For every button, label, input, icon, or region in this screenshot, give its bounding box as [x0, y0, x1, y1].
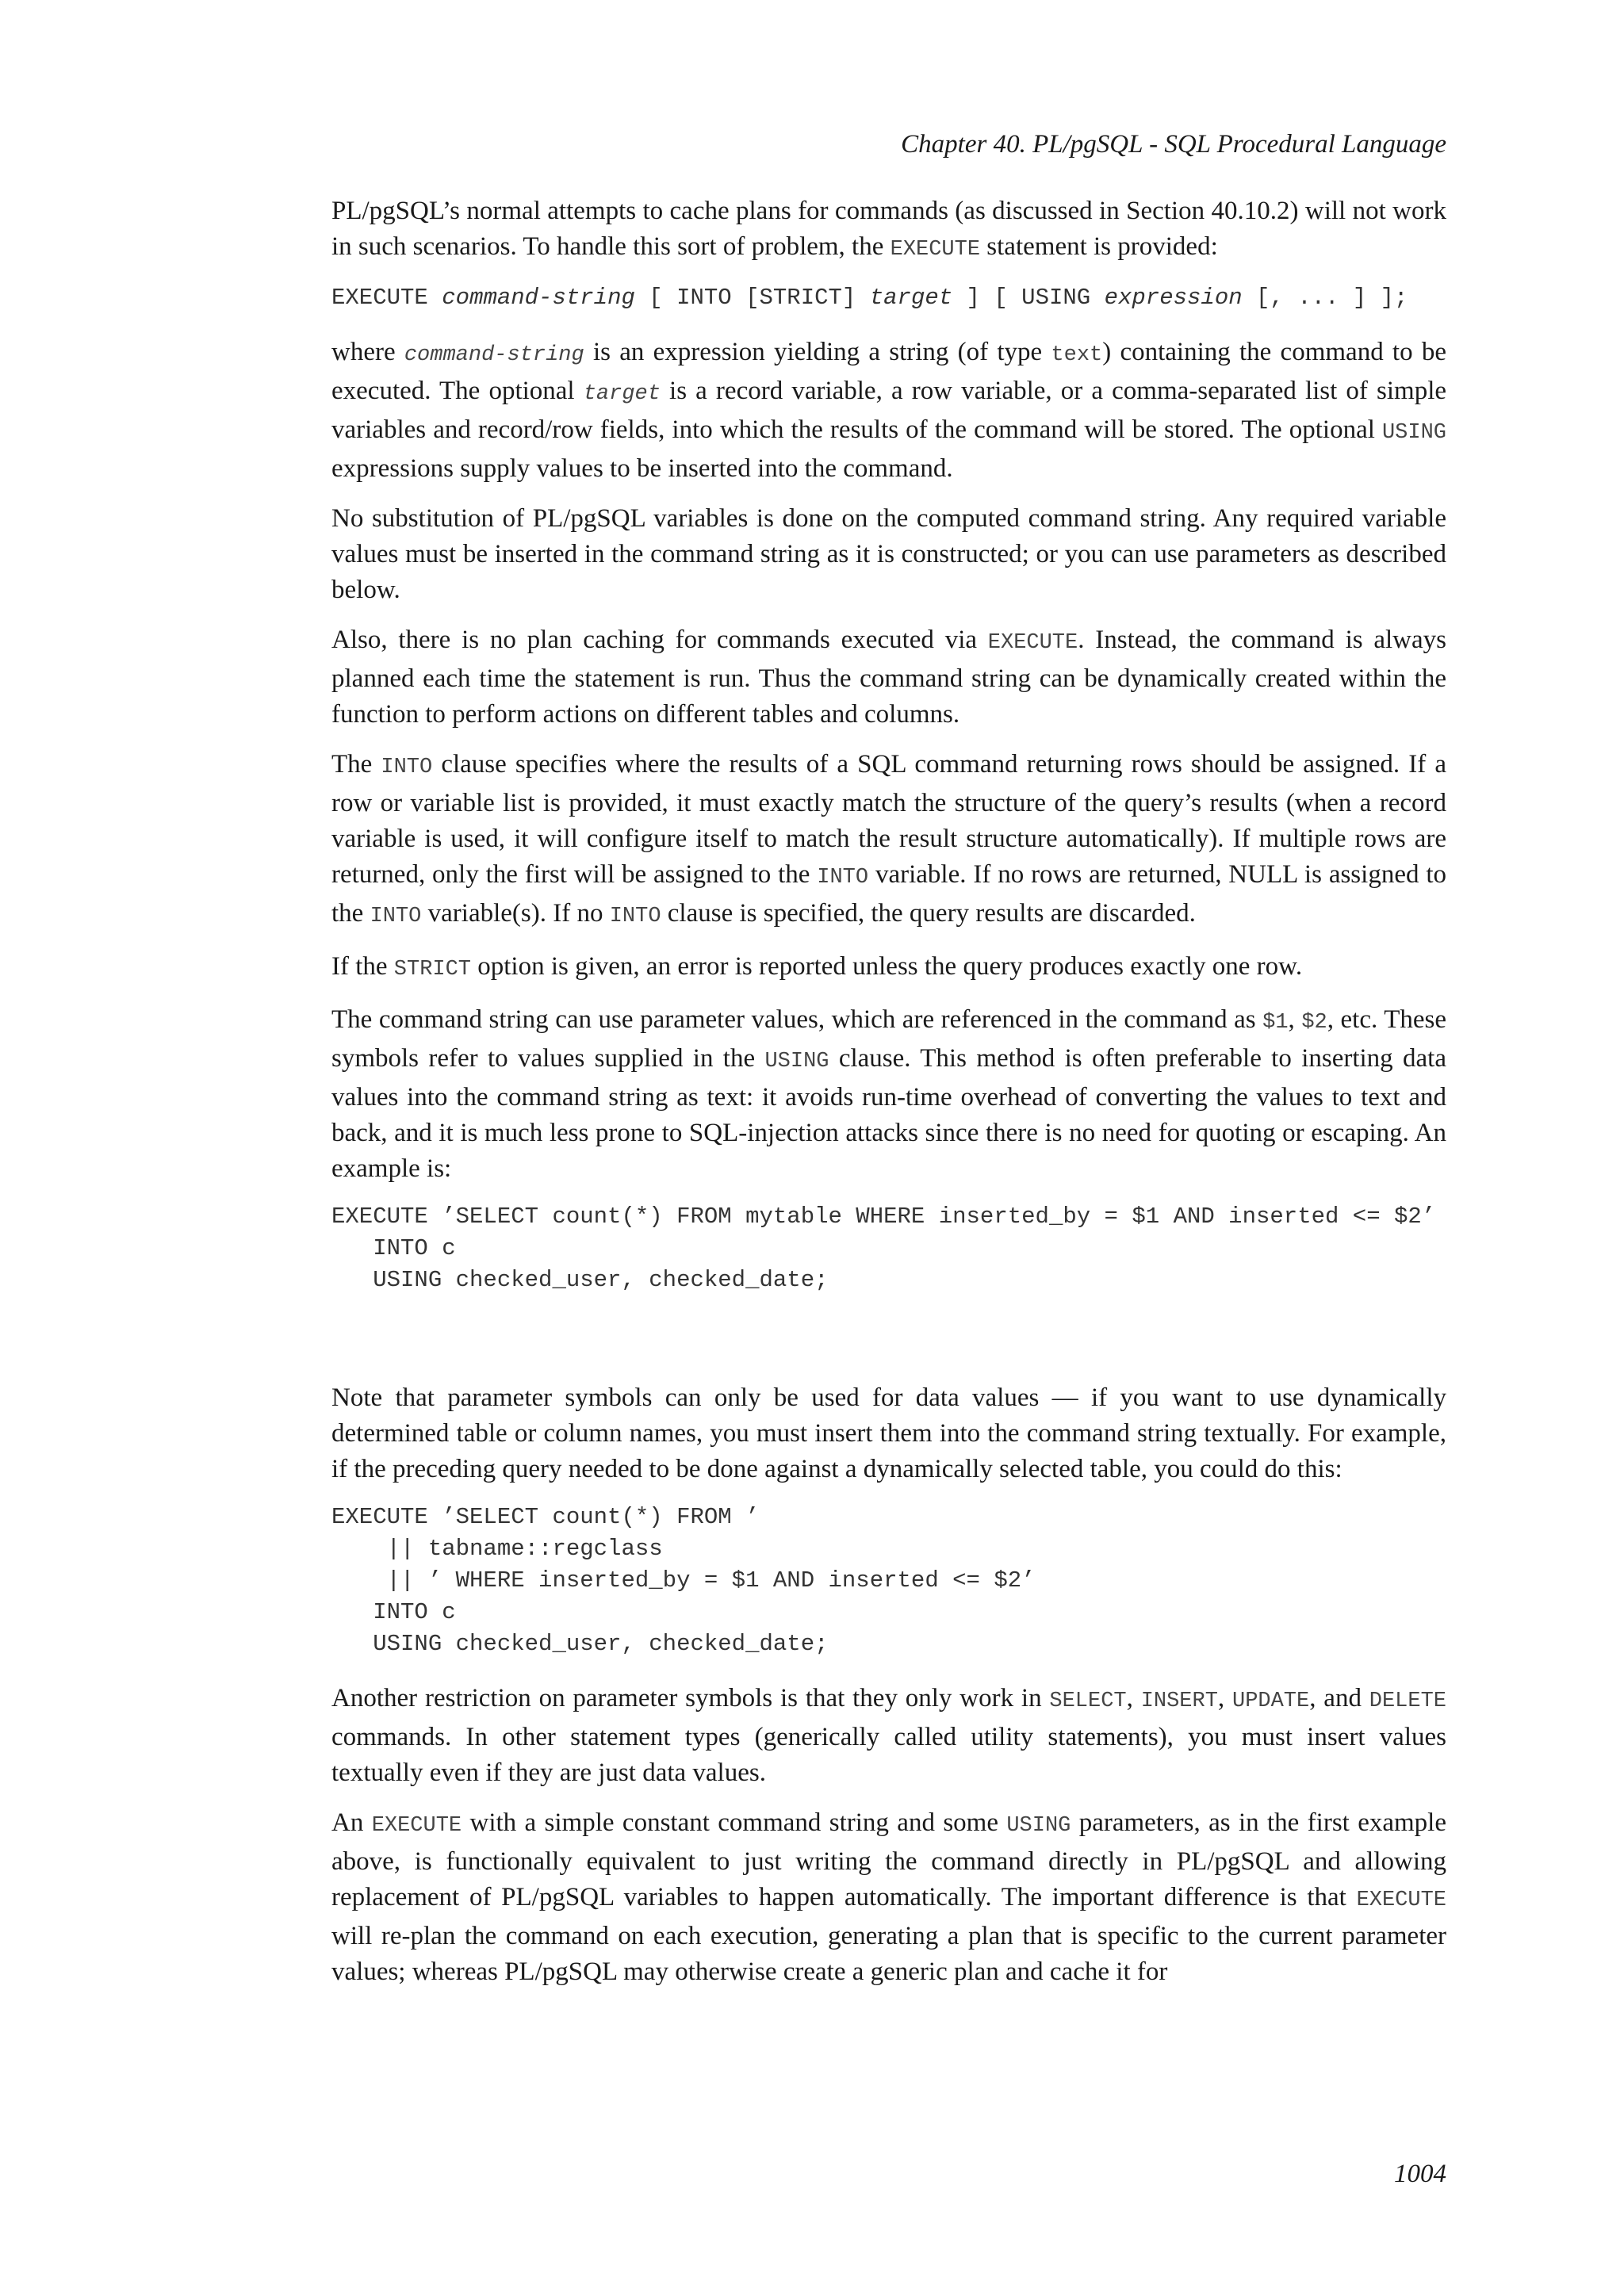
- code-placeholder: expression: [1104, 285, 1243, 311]
- text: The: [331, 750, 381, 779]
- paragraph-no-substitution: No substitution of PL/pgSQL variables is done on the computed command string. Any required variable values must be inserted in the command string as it is constructed; or you can use parameters as described below.: [331, 504, 1446, 604]
- paragraph-into-clause: [331, 747, 1446, 935]
- inline-code: STRICT: [393, 958, 472, 982]
- text: with a simple constant command string and some: [462, 1808, 1007, 1837]
- text: ,: [1217, 1684, 1232, 1712]
- code-text: [ INTO [STRICT]: [634, 285, 870, 311]
- text: option is given, an error is reported unless the query produces exactly one row.: [471, 952, 1303, 981]
- text: , and: [1309, 1684, 1369, 1712]
- text: will re-plan the command on each execution, generating a plan that is specific to the current parameter values; whereas PL/pgSQL may otherwise create a generic plan and cache it for: [331, 1922, 1446, 1986]
- text: ,: [1126, 1684, 1141, 1712]
- code-example-2: EXECUTE ’SELECT count(*) FROM ’ || tabname::regclass || ’ WHERE inserted_by = $1 AND inserted <= $2’ INTO c USING checked_user, checked_date;: [331, 1504, 1036, 1657]
- inline-code: INTO: [609, 905, 661, 928]
- inline-code: target: [583, 382, 661, 406]
- inline-code: EXECUTE: [987, 631, 1078, 655]
- text: Also, there is no plan caching for commands executed via: [331, 626, 988, 654]
- paragraph-command-string: [331, 335, 1446, 487]
- paragraph-no-plan-caching: [331, 622, 1446, 733]
- paragraph-dynamic-table-names: Note that parameter symbols can only be used for data values — if you want to use dynamically determined table or column names, you must insert them into the command string textually. For example, if the preceding query needed to be done against a dynamically selected table, you could do this:: [331, 1383, 1446, 1483]
- code-placeholder: command-string: [442, 285, 635, 311]
- execute-syntax-block: [331, 282, 1446, 314]
- paragraph-execute-replan: [331, 1805, 1446, 1990]
- inline-code: $2: [1301, 1011, 1327, 1035]
- text: ) containing the command to be executed. The optional: [331, 338, 1446, 405]
- inline-code: USING: [764, 1050, 829, 1073]
- paragraph-plan-caching: [331, 193, 1446, 268]
- text: clause specifies where the results of a SQL command returning rows should be assigned. If a row or variable list is provided, it must exactly match the structure of the query’s results (when a record variable is used, it will configure itself to match the result structure automatically). If multiple rows are returned, only the first will be assigned to the: [331, 750, 1446, 889]
- paragraph-parameter-restriction: [331, 1681, 1446, 1791]
- inline-code: SELECT: [1049, 1689, 1127, 1713]
- inline-code: DELETE: [1369, 1689, 1446, 1713]
- text: The command string can use parameter values, which are referenced in the command as: [331, 1005, 1263, 1034]
- inline-code: INSERT: [1140, 1689, 1218, 1713]
- text: where: [331, 338, 404, 366]
- inline-code: INTO: [370, 905, 422, 928]
- spacer: [331, 1317, 1446, 1380]
- text: parameters, as in the first example above, is functionally equivalent to just writing the command directly in PL/pgSQL and allowing replacement of PL/pgSQL variables to happen automatically. The important difference is that: [331, 1808, 1446, 1911]
- inline-code: command-string: [404, 343, 584, 367]
- code-text: [, ... ] ];: [1242, 285, 1408, 311]
- paragraph-parameter-values: [331, 1002, 1446, 1187]
- inline-code: $1: [1262, 1011, 1289, 1035]
- code-text: ] [ USING: [952, 285, 1105, 311]
- code-text: EXECUTE: [331, 285, 442, 311]
- page-number: 1004: [1394, 2160, 1446, 2188]
- text: ,: [1288, 1005, 1302, 1034]
- text: PL/pgSQL’s normal attempts to cache plans for commands (as discussed in Section 40.10.2) will not work in such scenarios. To handle this sort of problem, the: [331, 197, 1446, 261]
- text: expressions supply values to be inserted into the command.: [331, 454, 953, 483]
- text: commands. In other statement types (generically called utility statements), you must insert values textually even if they are just data values.: [331, 1723, 1446, 1787]
- text: . Instead, the command is always planned each time the statement is run. Thus the command string can be dynamically created within the function to perform actions on different tables and columns.: [331, 626, 1446, 729]
- text: is an expression yielding a string (of type: [584, 338, 1051, 366]
- inline-code: INTO: [817, 866, 869, 890]
- text: clause is specified, the query results are discarded.: [661, 899, 1196, 928]
- text: is a record variable, a row variable, or a comma-separated list of simple variables and record/row fields, into which the results of the command will be stored. The optional: [331, 377, 1447, 444]
- text: An: [331, 1808, 372, 1837]
- text: variable. If no rows are returned, NULL is assigned to the: [331, 860, 1446, 928]
- page-body: [331, 193, 1446, 2004]
- code-placeholder: target: [869, 285, 953, 311]
- text: Another restriction on parameter symbols is that they only work in: [331, 1684, 1050, 1712]
- text: , etc. These symbols refer to values supplied in the: [331, 1005, 1446, 1073]
- inline-code: EXECUTE: [890, 238, 981, 262]
- text: clause. This method is often preferable to inserting data values into the command string as text: it avoids run-time overhead of converting the values to text and back, and it is much less prone to SQL-injection attacks since there is no need for quoting or escaping. An example is:: [331, 1044, 1446, 1183]
- inline-code: USING: [1006, 1814, 1071, 1838]
- inline-code: USING: [1381, 421, 1446, 445]
- inline-code: EXECUTE: [1356, 1888, 1446, 1912]
- text: If the: [331, 952, 394, 981]
- text: variable(s). If no: [421, 899, 610, 928]
- paragraph-strict-option: [331, 949, 1446, 988]
- inline-code: UPDATE: [1232, 1689, 1310, 1713]
- inline-code: INTO: [381, 756, 433, 779]
- code-example-1: EXECUTE ’SELECT count(*) FROM mytable WHERE inserted_by = $1 AND inserted <= $2’ INTO c USING checked_user, checked_date;: [331, 1203, 1436, 1293]
- text: statement is provided:: [980, 232, 1218, 261]
- running-header: Chapter 40. PL/pgSQL - SQL Procedural Language: [901, 130, 1446, 159]
- inline-code: text: [1051, 343, 1103, 367]
- inline-code: EXECUTE: [371, 1814, 462, 1838]
